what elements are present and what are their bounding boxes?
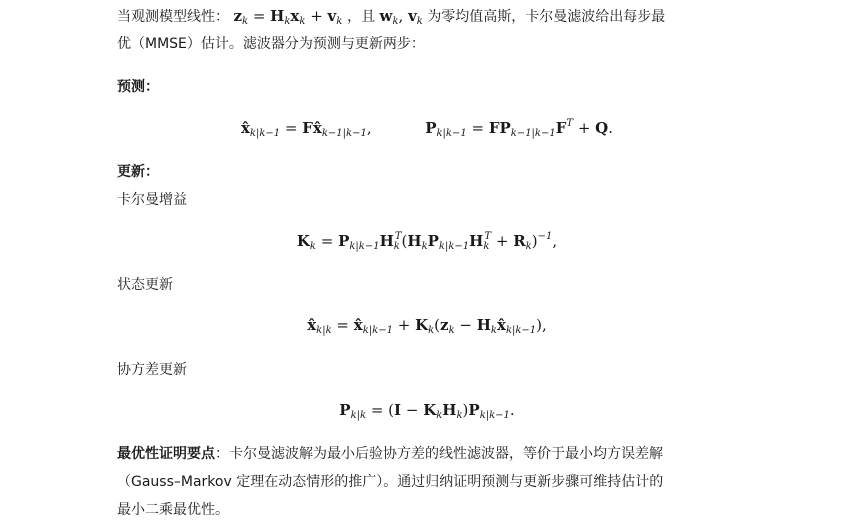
state-update-label: 状态更新	[117, 277, 173, 293]
prediction-equations	[117, 118, 737, 139]
intro-prefix: 当观测模型线性：	[117, 9, 229, 25]
covariance-update-label: 协方差更新	[117, 362, 187, 378]
intro-suffix: 为零均值高斯，卡尔曼滤波给出每步最	[427, 9, 666, 25]
covariance-prediction-formula: $P_{k|k-1} = FP_{k-1|k-1}F^T + Q$.	[425, 118, 614, 139]
predict-heading: 预测：	[117, 79, 159, 95]
noise-terms-formula: $w_k$, $v_k$	[379, 7, 423, 27]
update-heading: 更新：	[117, 164, 159, 180]
proof-line-1-rest: ：卡尔曼滤波解为最小后验协方差的线性滤波器，等价于最小均方误差解	[215, 446, 663, 462]
proof-line-3: 最小二乘最优性。	[117, 502, 229, 518]
proof-line-1	[117, 444, 663, 464]
gain-label: 卡尔曼增益	[117, 192, 187, 208]
intro-between: ，且	[347, 9, 376, 25]
proof-heading: 最优性证明要点	[117, 446, 215, 462]
observation-model-formula: $z_k = H_kx_k + v_k$	[233, 7, 343, 27]
state-prediction-formula: $x̂_{k|k-1}$ = $Fx̂_{k-1|k-1}$,	[240, 119, 372, 139]
kalman-gain-formula: $K_k = P_{k|k-1}H_k^T(H_kP_{k|k-1}H_k^T + R_k)^{-1}$,	[296, 231, 558, 252]
covariance-update-formula: $P_{k|k} = (I - K_kH_k)P_{k|k-1}$.	[339, 401, 515, 421]
state-update-formula: $x̂_{k|k}$ = $x̂_{k|k-1} + K_k(z_k$ − $H_kx̂_{k|k-1}$),	[307, 316, 547, 336]
proof-line-2: （Gauss–Markov 定理在动态情形的推广）。通过归纳证明预测与更新步骤可维持估计的	[117, 474, 664, 490]
intro-line-1	[117, 6, 665, 32]
intro-line-2: 优（MMSE）估计。滤波器分为预测与更新两步：	[117, 36, 425, 52]
